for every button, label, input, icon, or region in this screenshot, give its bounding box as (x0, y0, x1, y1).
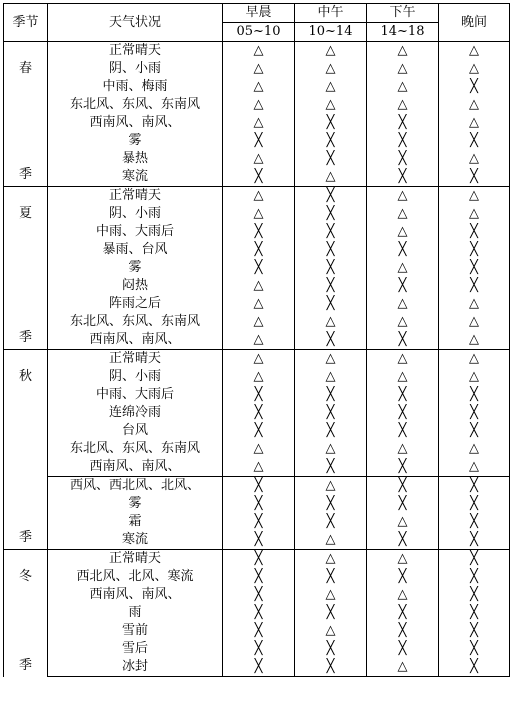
weather-condition-cell (48, 604, 223, 622)
table-row (4, 550, 510, 569)
table-row (4, 295, 510, 313)
weather-condition-label: 暴雨、台风 (102, 242, 168, 257)
morning-cross-icon: ╳ (223, 568, 295, 586)
weather-condition-cell (48, 586, 223, 604)
morning-triangle-icon: △ (223, 368, 295, 386)
afternoon-cross-icon: ╳ (367, 150, 439, 168)
morning-triangle-icon: △ (223, 458, 295, 477)
evening-triangle-icon: △ (439, 458, 510, 477)
weather-condition-cell (48, 313, 223, 331)
afternoon-cross-icon: ╳ (367, 277, 439, 295)
season-label-top: 春 (18, 61, 32, 76)
weather-condition-cell (48, 350, 223, 369)
afternoon-triangle-icon: △ (367, 368, 439, 386)
noon-cross-icon: ╳ (295, 458, 367, 477)
morning-triangle-icon: △ (223, 78, 295, 96)
noon-triangle-icon: △ (295, 313, 367, 331)
noon-cross-icon: ╳ (295, 658, 367, 677)
morning-cross-icon: ╳ (223, 404, 295, 422)
noon-cross-icon: ╳ (295, 404, 367, 422)
noon-cross-icon: ╳ (295, 132, 367, 150)
morning-cross-icon: ╳ (223, 168, 295, 187)
noon-cross-icon: ╳ (295, 241, 367, 259)
afternoon-triangle-icon: △ (367, 550, 439, 569)
weather-condition-label: 西南风、南风、 (89, 115, 181, 130)
evening-cross-icon: ╳ (439, 223, 510, 241)
evening-cross-icon: ╳ (439, 622, 510, 640)
noon-cross-icon: ╳ (295, 640, 367, 658)
weather-condition-label: 霜 (128, 514, 142, 529)
morning-cross-icon: ╳ (223, 422, 295, 440)
weather-condition-label: 正常晴天 (108, 188, 161, 203)
season-cell (4, 550, 48, 677)
afternoon-triangle-icon: △ (367, 586, 439, 604)
weather-condition-label: 正常晴天 (108, 351, 161, 366)
afternoon-triangle-icon: △ (367, 440, 439, 458)
weather-condition-cell (48, 495, 223, 513)
weather-condition-cell (48, 78, 223, 96)
evening-cross-icon: ╳ (439, 168, 510, 187)
evening-triangle-icon: △ (439, 350, 510, 369)
evening-triangle-icon: △ (439, 187, 510, 206)
morning-cross-icon: ╳ (223, 132, 295, 150)
afternoon-triangle-icon: △ (367, 295, 439, 313)
evening-cross-icon: ╳ (439, 78, 510, 96)
table-row (4, 422, 510, 440)
weather-condition-cell (48, 622, 223, 640)
weather-condition-label: 西南风、南风、 (89, 332, 181, 347)
weather-condition-cell (48, 60, 223, 78)
season-label-top: 秋 (18, 369, 32, 384)
afternoon-cross-icon: ╳ (367, 477, 439, 496)
weather-condition-cell (48, 42, 223, 61)
evening-cross-icon: ╳ (439, 550, 510, 569)
afternoon-triangle-icon: △ (367, 42, 439, 61)
weather-condition-label: 阴、小雨 (108, 61, 161, 76)
noon-triangle-icon: △ (295, 78, 367, 96)
weather-condition-cell (48, 550, 223, 569)
weather-condition-cell (48, 658, 223, 677)
table-row (4, 458, 510, 477)
evening-triangle-icon: △ (439, 150, 510, 168)
table-row (4, 187, 510, 206)
weather-condition-cell (48, 205, 223, 223)
morning-cross-icon: ╳ (223, 223, 295, 241)
evening-triangle-icon: △ (439, 331, 510, 350)
table-row (4, 42, 510, 61)
afternoon-triangle-icon: △ (367, 96, 439, 114)
morning-cross-icon: ╳ (223, 477, 295, 496)
table-row (4, 223, 510, 241)
morning-triangle-icon: △ (223, 114, 295, 132)
evening-triangle-icon: △ (439, 368, 510, 386)
weather-condition-cell (48, 440, 223, 458)
table-row (4, 241, 510, 259)
afternoon-triangle-icon: △ (367, 658, 439, 677)
season-cell (4, 350, 48, 550)
table-row (4, 168, 510, 187)
weather-condition-cell (48, 168, 223, 187)
noon-triangle-icon: △ (295, 586, 367, 604)
evening-triangle-icon: △ (439, 60, 510, 78)
noon-triangle-icon: △ (295, 622, 367, 640)
table-row (4, 586, 510, 604)
morning-cross-icon: ╳ (223, 586, 295, 604)
weather-condition-label: 雨 (128, 605, 142, 620)
morning-triangle-icon: △ (223, 187, 295, 206)
weather-condition-label: 暴热 (121, 151, 148, 166)
weather-condition-cell (48, 568, 223, 586)
weather-condition-label: 西南风、南风、 (89, 587, 181, 602)
afternoon-cross-icon: ╳ (367, 422, 439, 440)
weather-table-wrapper (3, 3, 510, 677)
table-row (4, 440, 510, 458)
noon-cross-icon: ╳ (295, 386, 367, 404)
table-row (4, 604, 510, 622)
table-row (4, 531, 510, 550)
noon-triangle-icon: △ (295, 42, 367, 61)
noon-triangle-icon: △ (295, 60, 367, 78)
table-row (4, 150, 510, 168)
evening-cross-icon: ╳ (439, 422, 510, 440)
evening-cross-icon: ╳ (439, 132, 510, 150)
noon-cross-icon: ╳ (295, 223, 367, 241)
noon-cross-icon: ╳ (295, 495, 367, 513)
afternoon-triangle-icon: △ (367, 259, 439, 277)
weather-condition-cell (48, 513, 223, 531)
weather-condition-label: 东北风、东风、东南风 (69, 441, 200, 456)
weather-condition-label: 雪前 (121, 623, 148, 638)
evening-cross-icon: ╳ (439, 259, 510, 277)
table-row (4, 477, 510, 496)
afternoon-triangle-icon: △ (367, 223, 439, 241)
noon-triangle-icon: △ (295, 550, 367, 569)
afternoon-cross-icon: ╳ (367, 622, 439, 640)
season-label-bottom: 季 (18, 657, 32, 673)
morning-triangle-icon: △ (223, 331, 295, 350)
table-row (4, 78, 510, 96)
evening-cross-icon: ╳ (439, 531, 510, 550)
weather-condition-cell (48, 187, 223, 206)
evening-triangle-icon: △ (439, 205, 510, 223)
weather-condition-label: 正常晴天 (108, 43, 161, 58)
morning-cross-icon: ╳ (223, 622, 295, 640)
evening-cross-icon: ╳ (439, 640, 510, 658)
header-time-noon: 10~14 (295, 23, 367, 42)
table-row (4, 205, 510, 223)
table-row (4, 60, 510, 78)
morning-cross-icon: ╳ (223, 550, 295, 569)
header-evening: 晚间 (439, 4, 510, 42)
weather-condition-label: 东北风、东风、东南风 (69, 314, 200, 329)
table-row (4, 350, 510, 369)
evening-cross-icon: ╳ (439, 604, 510, 622)
header-row (4, 4, 510, 23)
evening-triangle-icon: △ (439, 96, 510, 114)
weather-condition-label: 阴、小雨 (108, 206, 161, 221)
afternoon-triangle-icon: △ (367, 350, 439, 369)
weather-condition-cell (48, 458, 223, 477)
morning-triangle-icon: △ (223, 313, 295, 331)
weather-condition-label: 中雨、大雨后 (95, 387, 174, 402)
weather-condition-label: 寒流 (121, 169, 148, 184)
evening-cross-icon: ╳ (439, 386, 510, 404)
evening-triangle-icon: △ (439, 42, 510, 61)
table-row (4, 96, 510, 114)
weather-condition-cell (48, 404, 223, 422)
weather-condition-label: 阴、小雨 (108, 369, 161, 384)
table-row (4, 331, 510, 350)
weather-condition-label: 正常晴天 (108, 551, 161, 566)
table-row (4, 568, 510, 586)
table-row (4, 386, 510, 404)
weather-suitability-table (3, 3, 510, 677)
weather-condition-cell (48, 96, 223, 114)
table-row (4, 114, 510, 132)
header-season: 季节 (4, 4, 48, 42)
header-period-noon: 中午 (295, 4, 367, 23)
noon-cross-icon: ╳ (295, 114, 367, 132)
table-row (4, 368, 510, 386)
weather-condition-label: 寒流 (121, 532, 148, 547)
afternoon-triangle-icon: △ (367, 78, 439, 96)
season-cell (4, 187, 48, 350)
evening-cross-icon: ╳ (439, 277, 510, 295)
weather-condition-label: 雾 (128, 260, 142, 275)
afternoon-triangle-icon: △ (367, 313, 439, 331)
table-row (4, 132, 510, 150)
season-cell (4, 42, 48, 187)
noon-cross-icon: ╳ (295, 187, 367, 206)
weather-condition-cell (48, 331, 223, 350)
evening-cross-icon: ╳ (439, 568, 510, 586)
weather-condition-cell (48, 422, 223, 440)
table-row (4, 658, 510, 677)
weather-condition-cell (48, 150, 223, 168)
afternoon-cross-icon: ╳ (367, 495, 439, 513)
header-period-morning: 早晨 (223, 4, 295, 23)
afternoon-cross-icon: ╳ (367, 168, 439, 187)
noon-cross-icon: ╳ (295, 150, 367, 168)
weather-condition-label: 闷热 (121, 278, 148, 293)
season-label-bottom: 季 (18, 530, 32, 545)
evening-triangle-icon: △ (439, 440, 510, 458)
evening-cross-icon: ╳ (439, 241, 510, 259)
table-row (4, 513, 510, 531)
weather-condition-cell (48, 295, 223, 313)
weather-condition-label: 雪后 (121, 641, 148, 656)
noon-triangle-icon: △ (295, 168, 367, 187)
morning-triangle-icon: △ (223, 205, 295, 223)
weather-condition-cell (48, 477, 223, 496)
morning-cross-icon: ╳ (223, 241, 295, 259)
header-time-afternoon: 14~18 (367, 23, 439, 42)
afternoon-cross-icon: ╳ (367, 568, 439, 586)
noon-cross-icon: ╳ (295, 295, 367, 313)
weather-condition-label: 中雨、梅雨 (102, 79, 168, 94)
afternoon-cross-icon: ╳ (367, 640, 439, 658)
morning-cross-icon: ╳ (223, 531, 295, 550)
table-row (4, 495, 510, 513)
morning-cross-icon: ╳ (223, 658, 295, 677)
morning-triangle-icon: △ (223, 295, 295, 313)
morning-cross-icon: ╳ (223, 513, 295, 531)
header-period-afternoon: 下午 (367, 4, 439, 23)
weather-condition-cell (48, 223, 223, 241)
weather-condition-label: 阵雨之后 (108, 296, 161, 311)
noon-triangle-icon: △ (295, 350, 367, 369)
morning-triangle-icon: △ (223, 150, 295, 168)
header-time-morning: 05~10 (223, 23, 295, 42)
header-condition: 天气状况 (48, 4, 223, 42)
noon-triangle-icon: △ (295, 477, 367, 496)
afternoon-triangle-icon: △ (367, 187, 439, 206)
morning-triangle-icon: △ (223, 440, 295, 458)
weather-condition-cell (48, 241, 223, 259)
evening-cross-icon: ╳ (439, 586, 510, 604)
weather-condition-label: 雾 (128, 133, 142, 148)
evening-cross-icon: ╳ (439, 477, 510, 496)
morning-cross-icon: ╳ (223, 259, 295, 277)
afternoon-cross-icon: ╳ (367, 114, 439, 132)
weather-condition-cell (48, 368, 223, 386)
weather-condition-cell (48, 386, 223, 404)
weather-condition-cell (48, 640, 223, 658)
afternoon-cross-icon: ╳ (367, 604, 439, 622)
afternoon-triangle-icon: △ (367, 513, 439, 531)
weather-condition-label: 西南风、南风、 (89, 459, 181, 474)
afternoon-cross-icon: ╳ (367, 404, 439, 422)
noon-triangle-icon: △ (295, 368, 367, 386)
noon-triangle-icon: △ (295, 531, 367, 550)
weather-condition-cell (48, 531, 223, 550)
season-label-top: 夏 (18, 206, 32, 221)
weather-condition-label: 台风 (121, 423, 148, 438)
weather-condition-label: 冰封 (121, 659, 148, 674)
morning-triangle-icon: △ (223, 350, 295, 369)
evening-cross-icon: ╳ (439, 513, 510, 531)
morning-cross-icon: ╳ (223, 604, 295, 622)
weather-condition-cell (48, 259, 223, 277)
table-row (4, 277, 510, 295)
weather-condition-label: 西风、西北风、北风、 (69, 478, 200, 493)
weather-condition-label: 中雨、大雨后 (95, 224, 174, 239)
weather-condition-cell (48, 277, 223, 295)
morning-triangle-icon: △ (223, 60, 295, 78)
weather-condition-label: 西北风、北风、寒流 (76, 569, 194, 584)
table-row (4, 313, 510, 331)
noon-cross-icon: ╳ (295, 422, 367, 440)
morning-triangle-icon: △ (223, 96, 295, 114)
morning-cross-icon: ╳ (223, 495, 295, 513)
noon-cross-icon: ╳ (295, 604, 367, 622)
noon-triangle-icon: △ (295, 440, 367, 458)
table-row (4, 622, 510, 640)
noon-cross-icon: ╳ (295, 259, 367, 277)
morning-triangle-icon: △ (223, 42, 295, 61)
weather-condition-label: 连绵冷雨 (108, 405, 161, 420)
noon-cross-icon: ╳ (295, 568, 367, 586)
afternoon-cross-icon: ╳ (367, 458, 439, 477)
morning-triangle-icon: △ (223, 277, 295, 295)
season-label-bottom: 季 (18, 167, 32, 182)
afternoon-triangle-icon: △ (367, 205, 439, 223)
afternoon-cross-icon: ╳ (367, 531, 439, 550)
weather-condition-cell (48, 132, 223, 150)
table-row (4, 404, 510, 422)
noon-cross-icon: ╳ (295, 205, 367, 223)
season-label-bottom: 季 (18, 330, 32, 345)
weather-condition-cell (48, 114, 223, 132)
table-body (4, 42, 510, 677)
evening-cross-icon: ╳ (439, 495, 510, 513)
evening-cross-icon: ╳ (439, 658, 510, 677)
evening-triangle-icon: △ (439, 114, 510, 132)
afternoon-cross-icon: ╳ (367, 132, 439, 150)
afternoon-triangle-icon: △ (367, 60, 439, 78)
table-row (4, 259, 510, 277)
table-row (4, 640, 510, 658)
noon-cross-icon: ╳ (295, 277, 367, 295)
noon-triangle-icon: △ (295, 96, 367, 114)
morning-cross-icon: ╳ (223, 386, 295, 404)
evening-cross-icon: ╳ (439, 404, 510, 422)
afternoon-cross-icon: ╳ (367, 386, 439, 404)
season-label-top: 冬 (18, 569, 32, 584)
noon-cross-icon: ╳ (295, 331, 367, 350)
weather-condition-label: 雾 (128, 496, 142, 511)
weather-condition-label: 东北风、东风、东南风 (69, 97, 200, 112)
afternoon-cross-icon: ╳ (367, 241, 439, 259)
evening-triangle-icon: △ (439, 313, 510, 331)
morning-cross-icon: ╳ (223, 640, 295, 658)
noon-cross-icon: ╳ (295, 513, 367, 531)
afternoon-cross-icon: ╳ (367, 331, 439, 350)
evening-triangle-icon: △ (439, 295, 510, 313)
